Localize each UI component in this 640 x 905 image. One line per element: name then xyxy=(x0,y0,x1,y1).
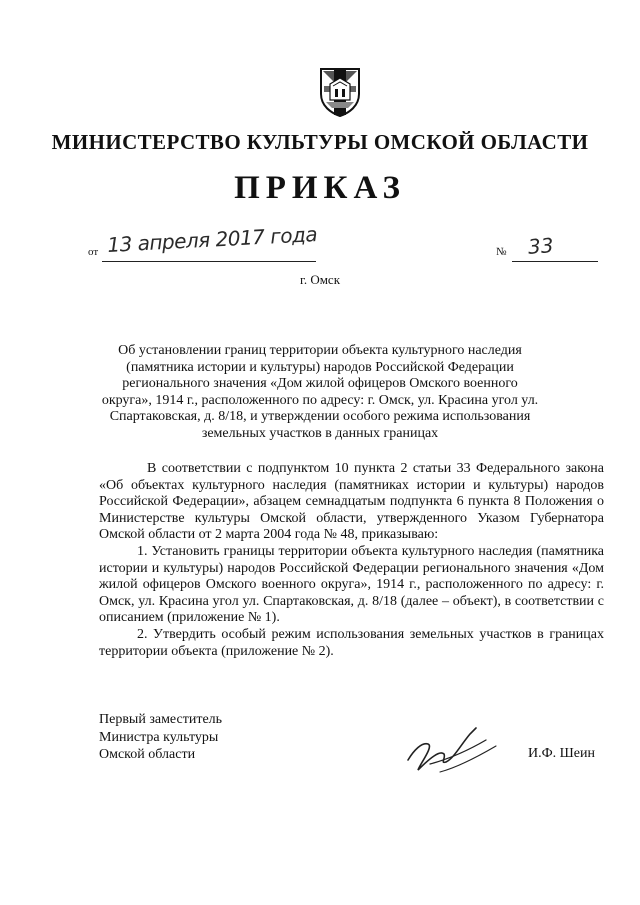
handwritten-number: 33 xyxy=(527,233,555,259)
handwritten-signature-icon xyxy=(400,720,510,780)
order-item-2: 2. Утвердить особый режим использования земельных участков в границах территории объекта (приложение № 2). xyxy=(99,626,604,659)
number-underline xyxy=(512,261,598,262)
document-type-title: ПРИКАЗ xyxy=(234,170,406,206)
preamble-paragraph: В соответствии с подпунктом 10 пункта 2 статьи 33 Федерального закона «Об объектах культурного наследия (памятниках истории и культуры) народов Российской Федерации», абзацем семнадцатым подпункта 6 пункта 8 Положения о Министерстве культуры Омской области, утвержденного Указом Губернатора Омской области от 2 марта 2004 года № 48, приказываю: xyxy=(99,461,604,543)
order-subject: Об установлении границ территории объекта культурного наследия (памятника истории и культуры) народов Российской Федерации регионального значения «Дом жилой офицеров Омского военного округа», 1914 г., расположенного по адресу: г. Омск, ул. Красина угол ул. Спартаковская, д. 8/18, и утверждении особого режима использования земельных участков в данных границах xyxy=(101,343,539,441)
signer-position-line-1: Первый заместитель xyxy=(99,712,223,727)
signer-position-line-3: Омской области xyxy=(99,747,196,762)
date-prefix: от xyxy=(88,246,99,258)
ministry-title: МИНИСТЕРСТВО КУЛЬТУРЫ ОМСКОЙ ОБЛАСТИ xyxy=(51,130,589,154)
signer-position-line-2: Министра культуры xyxy=(99,729,219,745)
city-label: г. Омск xyxy=(299,272,341,287)
signer-position xyxy=(99,711,222,764)
date-underline xyxy=(102,261,316,262)
handwritten-date: 13 апреля 2017 года xyxy=(106,222,318,257)
date-number-row xyxy=(88,222,598,267)
order-item-1: 1. Установить границы территории объекта культурного наследия (памятника истории и культуры) народов Российской Федерации регионального значения «Дом жилой офицеров Омского военного округа», 1914 г., расположенного по адресу: г. Омск, ул. Красина угол ул. Спартаковская, д. 8/18 (далее – объект), в соответствии с описанием (приложение № 1). xyxy=(99,543,604,626)
order-body xyxy=(99,461,604,660)
number-prefix: № xyxy=(496,246,507,258)
signer-name: И.Ф. Шеин xyxy=(528,746,595,761)
omsk-coat-of-arms-icon xyxy=(318,66,362,118)
